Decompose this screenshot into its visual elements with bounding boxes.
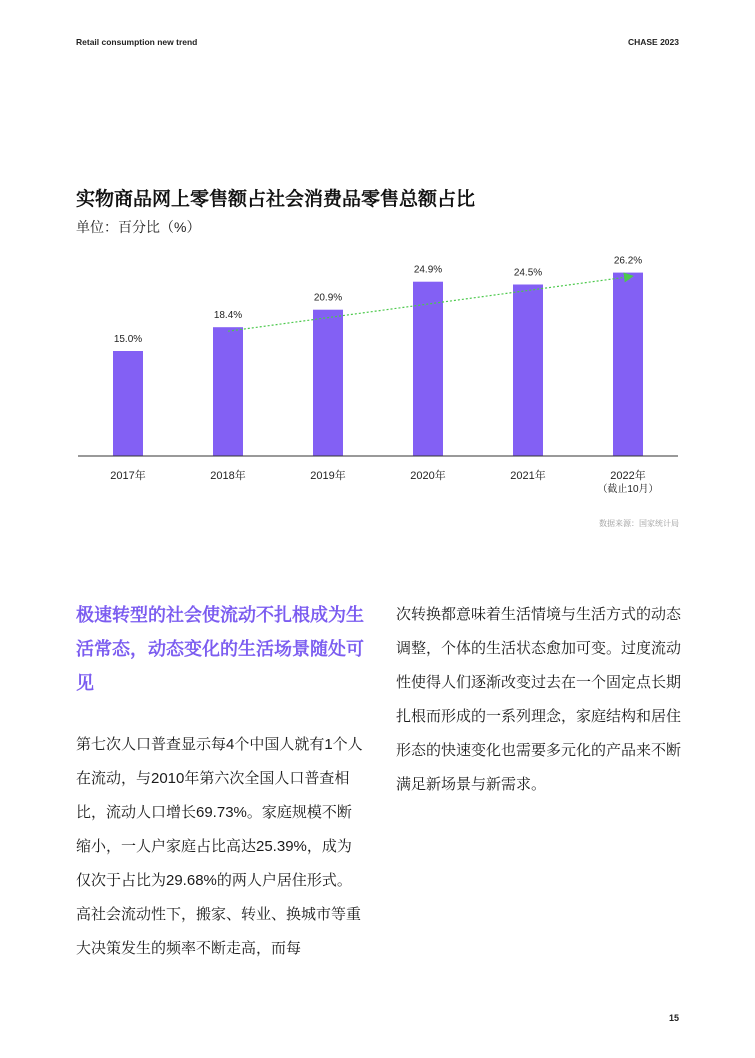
x-tick-label: 2021年 (510, 470, 546, 482)
article-headline: 极速转型的社会使流动不扎根成为生活常态，动态变化的生活场景随处可见 (76, 605, 364, 693)
bar-2017年 (113, 351, 143, 456)
value-label: 24.5% (513, 267, 543, 279)
bar-2018年 (213, 327, 243, 456)
bar-2019年 (313, 310, 343, 456)
bar-2022年 (613, 273, 643, 456)
data-source: 数据来源：国家统计局 (599, 519, 679, 528)
x-tick-label: 2018年 (210, 470, 246, 482)
x-tick-label: 2022年 (610, 470, 646, 482)
x-tick-label: 2017年 (110, 470, 146, 482)
x-tick-label: 2020年 (410, 470, 446, 482)
chart-title: 实物商品网上零售额占社会消费品零售总额占比 (76, 189, 476, 210)
x-tick-label: 2019年 (310, 470, 346, 482)
value-label: 26.2% (613, 255, 643, 267)
value-label: 24.9% (413, 264, 443, 276)
bar-2020年 (413, 282, 443, 456)
article-paragraph-left: 第七次人口普查显示每4个中国人就有1个人在流动，与2010年第六次全国人口普查相比，流动人口增长69.73%。家庭规模不断缩小，一人户家庭占比高达25.39%，成为仅次于占比为29.68%的两人户居住形式。高社会流动性下，搬家、转业、换城市等重大决策发生的频率不断走高，而每 (76, 736, 363, 957)
x-tick-note: （截止10月） (597, 484, 659, 495)
value-label: 20.9% (313, 292, 343, 304)
header-right-text: CHASE 2023 (627, 37, 679, 47)
value-label: 18.4% (213, 310, 243, 322)
article-paragraph-right: 次转换都意味着生活情境与生活方式的动态调整，个体的生活状态愈加可变。过度流动性使得人们逐渐改变过去在一个固定点长期扎根而形成的一系列理念，家庭结构和居住形态的快速变化也需要多元化的产品来不断满足新场景与新需求。 (396, 606, 682, 793)
page-number: 15 (668, 1013, 679, 1023)
header-left-text: Retail consumption new trend (76, 37, 198, 47)
value-label: 15.0% (113, 334, 143, 345)
bar-2021年 (513, 285, 543, 457)
chart-unit: 单位：百分比（%） (76, 219, 201, 235)
